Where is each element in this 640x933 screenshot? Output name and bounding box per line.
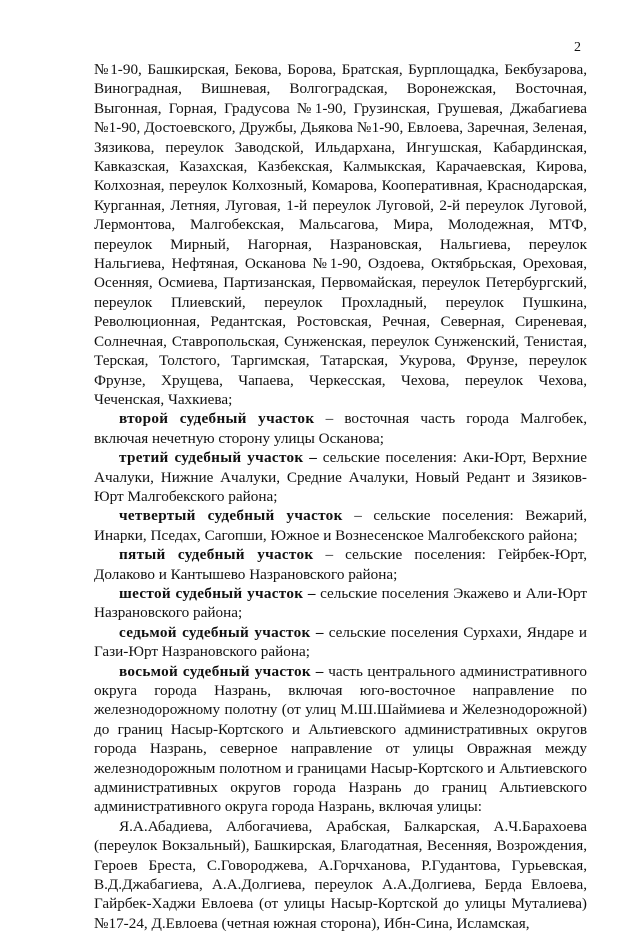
- district-heading: второй судебный участок: [119, 410, 315, 428]
- district-heading: восьмой судебный участок –: [119, 662, 324, 680]
- district-paragraph-8: [94, 662, 587, 817]
- document-body: [94, 60, 587, 933]
- district-description: – сельские поселения: Гейрбек-Юрт, Долаково и Кантышево Назрановского района;: [94, 546, 588, 583]
- district-paragraph-5: [94, 545, 587, 584]
- district-description: – восточная часть города Малгобек, включая нечетную сторону улицы Осканова;: [94, 410, 587, 447]
- district-description: сельские поселения: Аки-Юрт, Верхние Ачалуки, Нижние Ачалуки, Средние Ачалуки, Новый Редант и Зязиков-Юрт Малгобекского района;: [94, 449, 587, 505]
- street-list-paragraph: [94, 60, 587, 409]
- paragraph-text: Я.А.Абадиева, Албогачиева, Арабская, Балкарская, А.Ч.Барахоева (переулок Вокзальный), Башкирская, Благодатная, Весенняя, Возрождения, Героев Бреста, С.Говороджева, А.Горчханова, Р.Гудантова, Гурьевская, В.Д.Джабагиева, А.А.Долгиева, переулок А.А.Долгиева, Берда Евлоева, Гайрбек-Хаджи Евлоева (от улицы Насыр-Кортской до улицы Муталиева) №17-24, Д.Евлоева (четная южная сторона), Ибн-Сина, Исламская,: [94, 817, 587, 932]
- district-description: часть центрального административного округа города Назрань, включая юго-восточное направление по железнодорожному полотну (от улиц М.Ш.Шаймиева и Железнодорожной) до границ Насыр-Кортского и Альтиевского административных округов города Назрань, северное направление от улицы Овражная между железнодорожным полотном и границами Насыр-Кортского и Альтиевского административных округов города Назрань до границ Альтиевского административного округа города Назрань, включая улицы:: [94, 662, 587, 816]
- district-description: сельские поселения Сурхахи, Яндаре и Гази-Юрт Назрановского района;: [94, 623, 587, 661]
- district-heading: третий судебный участок –: [119, 449, 318, 467]
- page-number: 2: [574, 40, 581, 55]
- district-description: – сельские поселения: Вежарий, Инарки, Пседах, Сагопши, Южное и Вознесенское Малгобекского района;: [94, 507, 587, 544]
- district-paragraph-7: [94, 623, 587, 662]
- paragraph-text: №1-90, Башкирская, Бекова, Борова, Братская, Бурплощадка, Бекбузарова, Виноградная, Вишневая, Волгоградская, Воронежская, Восточная, Выгонная, Горная, Градусова №1-90, Грузинская, Грушевая, Джабагиева №1-90, Достоевского, Дружбы, Дьякова №1-90, Евлоева, Заречная, Зеленая, Зязикова, переулок Заводской, Ильдархана, Ингушская, Кабардинская, Кавказская, Казахская, Казбекская, Калмыкская, Карачаевская, Кирова, Колхозная, переулок Колхозный, Комарова, Кооперативная, Краснодарская, Курганная, Летняя, Луговая, 1-й переулок Луговой, 2-й переулок Луговой, Лермонтова, Малгобекская, Мальсагова, Мира, Молодежная, МТФ, переулок Мирный, Нагорная, Назрановская, Нальгиева, переулок Нальгиева, Нефтяная, Осканова №1-90, Оздоева, Октябрьская, Ореховая, Осенняя, Осмиева, Партизанская, Первомайская, переулок Петербургский, переулок Плиевский, переулок Прохладный, переулок Пушкина, Революционная, Редантская, Ростовская, Речная, Северная, Сиреневая, Солнечная, Ставропольская, Сунженская, переулок Сунженский, Тенистая, Терская, Толстого, Таргимская, Татарская, Укурова, Фрунзе, переулок Фрунзе, Хрущева, Чапаева, Черкесская, Чехова, переулок Чехова, Чеченская, Чахкиева;: [94, 61, 587, 408]
- district-paragraph-2: [94, 409, 587, 448]
- district-heading: пятый судебный участок: [119, 546, 314, 564]
- street-list-paragraph-2: [94, 817, 587, 933]
- district-heading: четвертый судебный участок: [119, 507, 343, 525]
- district-heading: седьмой судебный участок –: [119, 623, 324, 641]
- district-paragraph-4: [94, 506, 587, 545]
- district-paragraph-3: [94, 448, 587, 506]
- district-paragraph-6: [94, 584, 587, 623]
- district-heading: шестой судебный участок –: [119, 584, 316, 602]
- district-description: сельские поселения Экажево и Али-Юрт Назрановского района;: [94, 584, 587, 622]
